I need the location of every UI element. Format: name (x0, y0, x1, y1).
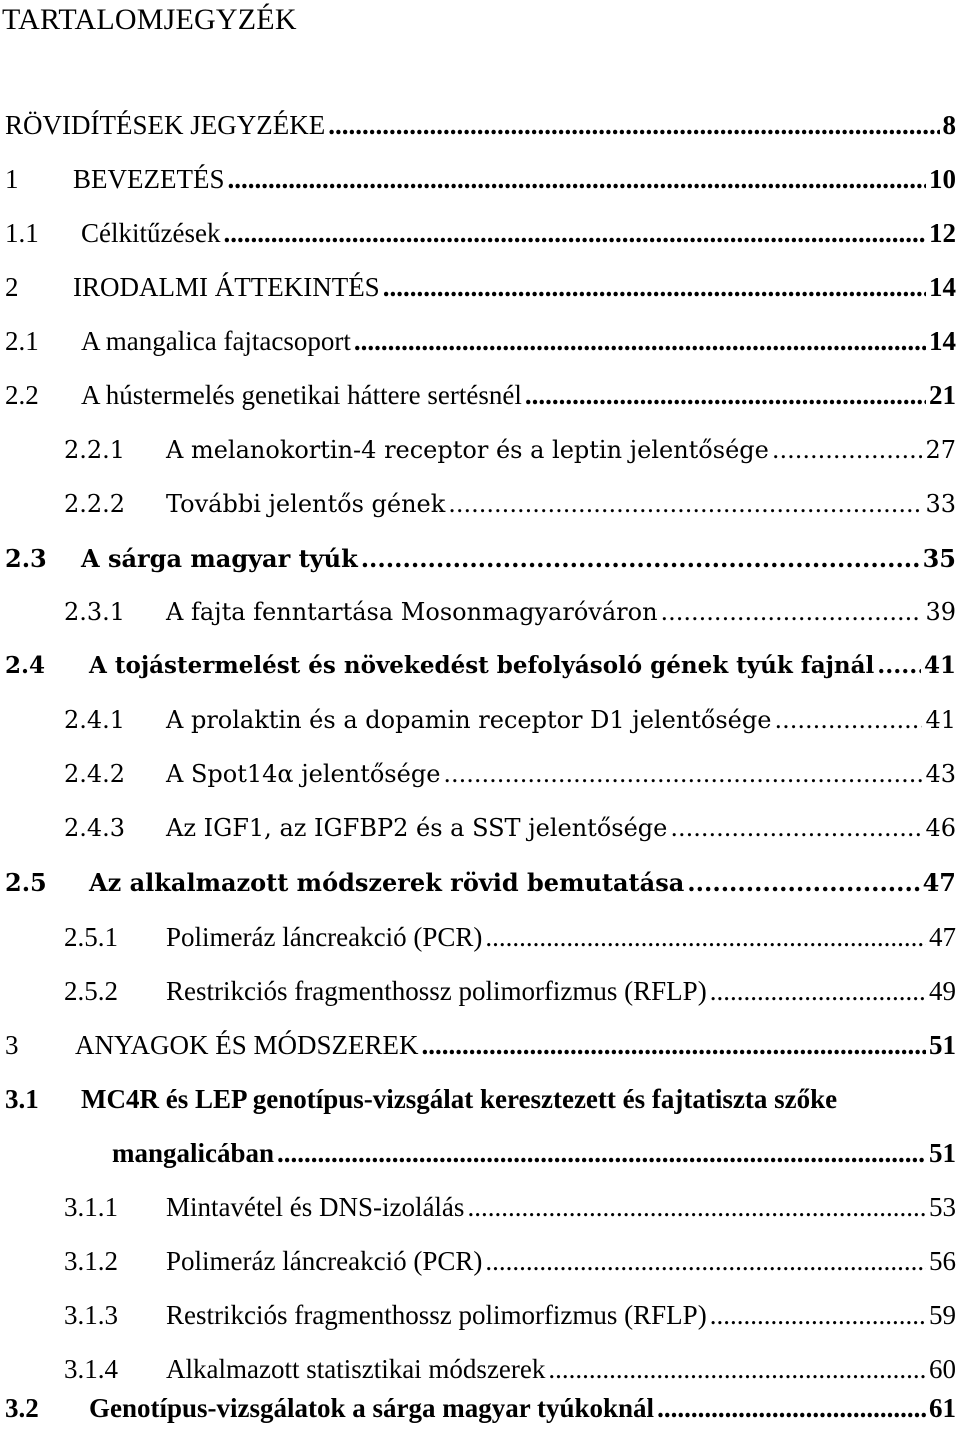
dot-leader (657, 1393, 926, 1424)
toc-entry-title: További jelentős gének (166, 490, 446, 518)
toc-entry-number: 3.1.3 (64, 1300, 118, 1330)
toc-entry[interactable] (5, 1084, 956, 1124)
toc-entry-number: 2.2 (5, 380, 39, 410)
toc-entry-title: A melanokortin-4 receptor és a leptin jelentősége (166, 436, 769, 464)
toc-entry-page: 43 (925, 760, 956, 788)
toc-entry-page: 35 (922, 544, 956, 573)
toc-entry-title: A prolaktin és a dopamin receptor D1 jelentősége (166, 706, 772, 734)
dot-leader (710, 1300, 926, 1331)
toc-entry-title: Célkitűzések (81, 218, 221, 248)
toc-entry[interactable] (5, 544, 956, 584)
toc-entry[interactable] (64, 922, 956, 962)
toc-entry[interactable] (5, 164, 956, 204)
toc-entry-page: 51 (929, 1030, 956, 1060)
toc-entry-page: 56 (929, 1246, 956, 1276)
toc-entry-title: BEVEZETÉS (73, 164, 225, 194)
toc-entry-title: A mangalica fajtacsoport (81, 326, 351, 356)
toc-entry-page: 39 (925, 598, 956, 626)
dot-leader (525, 380, 926, 411)
toc-entry[interactable] (64, 976, 956, 1016)
toc-entry-number: 2.4 (5, 652, 46, 679)
toc-entry-title: Alkalmazott statisztikai módszerek (166, 1354, 546, 1384)
toc-entry-title: A Spot14α jelentősége (166, 760, 441, 788)
dot-leader (383, 272, 926, 303)
toc-entry[interactable] (64, 490, 956, 530)
toc-entry-page: 53 (929, 1192, 956, 1222)
toc-entry[interactable] (5, 868, 956, 908)
toc-entry-title: Restrikciós fragmenthossz polimorfizmus (RFLP) (166, 1300, 707, 1330)
toc-entry-title: Az IGF1, az IGFBP2 és a SST jelentősége (166, 814, 668, 842)
toc-entry-page: 61 (929, 1393, 956, 1423)
toc-entry-title: A tojástermelést és növekedést befolyásoló gének tyúk fajnál (89, 652, 875, 679)
toc-entry[interactable] (64, 1300, 956, 1340)
toc-entry-number: 1 (5, 164, 19, 194)
toc-entry[interactable] (64, 1354, 956, 1394)
toc-entry-title: A sárga magyar tyúk (81, 544, 358, 573)
toc-entry[interactable] (5, 218, 956, 258)
toc-entry-number: 1.1 (5, 218, 39, 248)
toc-entry[interactable] (5, 110, 956, 150)
dot-leader (877, 652, 921, 679)
toc-entry-page: 27 (925, 436, 956, 464)
dot-leader (485, 922, 926, 953)
toc-entry-page: 33 (925, 490, 956, 518)
dot-leader (548, 1354, 926, 1385)
toc-entry-page: 60 (929, 1354, 956, 1384)
toc-entry-page: 46 (925, 814, 956, 842)
toc-entry[interactable] (64, 598, 956, 638)
toc-entry[interactable] (64, 1192, 956, 1232)
dot-leader (467, 1192, 926, 1223)
dot-leader (227, 164, 926, 195)
dot-leader (448, 490, 922, 518)
dot-leader (710, 976, 926, 1007)
toc-entry-number: 2.2.2 (64, 490, 126, 518)
toc-entry-page: 41 (925, 706, 956, 734)
toc-entry-number: 3.1.4 (64, 1354, 118, 1384)
toc-entry-page: 21 (929, 380, 956, 410)
dot-leader (661, 598, 923, 626)
toc-entry[interactable] (64, 814, 956, 854)
dot-leader (772, 436, 923, 464)
toc-entry-number: 2.5.2 (64, 976, 118, 1006)
toc-entry-title: A hústermelés genetikai háttere sertésnél (81, 380, 522, 410)
toc-entry[interactable] (5, 1393, 956, 1433)
toc-entry-title: ANYAGOK ÉS MÓDSZEREK (75, 1030, 419, 1060)
toc-entry-page: 41 (923, 652, 956, 679)
toc-entry-title-continuation: mangalicában (112, 1138, 275, 1168)
toc-entry-title: Restrikciós fragmenthossz polimorfizmus (RFLP) (166, 976, 707, 1006)
toc-entry-number: 2.3 (5, 544, 47, 573)
toc-entry-page: 51 (929, 1138, 956, 1168)
toc-entry-number: 2.4.1 (64, 706, 126, 734)
toc-entry-number: 3.1.2 (64, 1246, 118, 1276)
toc-entry-title: Genotípus-vizsgálatok a sárga magyar tyúkoknál (89, 1393, 655, 1423)
toc-entry[interactable] (64, 1246, 956, 1286)
toc-entry-page: 10 (929, 164, 956, 194)
toc-heading: TARTALOMJEGYZÉK (2, 3, 297, 36)
toc-entry-number: 2.5.1 (64, 922, 118, 952)
toc-entry-title: Az alkalmazott módszerek rövid bemutatása (89, 868, 685, 897)
toc-entry-page: 47 (922, 868, 956, 897)
dot-leader (422, 1030, 926, 1061)
toc-entry-number: 2 (5, 272, 19, 302)
toc-entry-title: A fajta fenntartása Mosonmagyaróváron (166, 598, 658, 626)
toc-entry-number: 2.4.3 (64, 814, 126, 842)
toc-entry-number: 3 (5, 1030, 19, 1060)
dot-leader (354, 326, 926, 357)
toc-entry[interactable] (5, 652, 956, 692)
toc-entry-title: MC4R és LEP genotípus-vizsgálat keresztezett és fajtatiszta szőke (81, 1084, 838, 1114)
toc-entry[interactable] (64, 760, 956, 800)
toc-entry-page: 8 (942, 110, 956, 140)
dot-leader (361, 544, 920, 573)
toc-entry-page: 59 (929, 1300, 956, 1330)
toc-entry[interactable] (5, 272, 956, 312)
toc-entry-number: 2.1 (5, 326, 39, 356)
toc-entry-number: 2.5 (5, 868, 47, 897)
toc-entry-page: 14 (929, 326, 956, 356)
dot-leader (443, 760, 922, 788)
toc-entry-number: 3.2 (5, 1393, 39, 1423)
toc-entry[interactable] (5, 326, 956, 366)
toc-entry-number: 3.1 (5, 1084, 39, 1114)
dot-leader (774, 706, 922, 734)
toc-entry-continuation[interactable] (112, 1138, 956, 1178)
toc-entry-number: 3.1.1 (64, 1192, 118, 1222)
toc-entry-page: 47 (929, 922, 956, 952)
toc-entry-title: Polimeráz láncreakció (PCR) (166, 1246, 483, 1276)
dot-leader (485, 1246, 926, 1277)
toc-entry-title: RÖVIDÍTÉSEK JEGYZÉKE (5, 110, 326, 140)
dot-leader (277, 1138, 926, 1169)
toc-entry-number: 2.2.1 (64, 436, 126, 464)
dot-leader (687, 868, 919, 897)
toc-entry[interactable] (5, 1030, 956, 1070)
toc-entry-title: IRODALMI ÁTTEKINTÉS (73, 272, 380, 302)
toc-entry[interactable] (64, 706, 956, 746)
dot-leader (328, 110, 939, 141)
toc-entry[interactable] (64, 436, 956, 476)
toc-entry-page: 49 (929, 976, 956, 1006)
toc-entry-page: 14 (929, 272, 956, 302)
toc-entry-title: Mintavétel és DNS-izolálás (166, 1192, 465, 1222)
toc-entry[interactable] (5, 380, 956, 420)
dot-leader (670, 814, 922, 842)
toc-entry-number: 2.3.1 (64, 598, 126, 626)
toc-entry-page: 12 (929, 218, 956, 248)
toc-entry-title: Polimeráz láncreakció (PCR) (166, 922, 483, 952)
toc-entry-number: 2.4.2 (64, 760, 126, 788)
dot-leader (223, 218, 926, 249)
